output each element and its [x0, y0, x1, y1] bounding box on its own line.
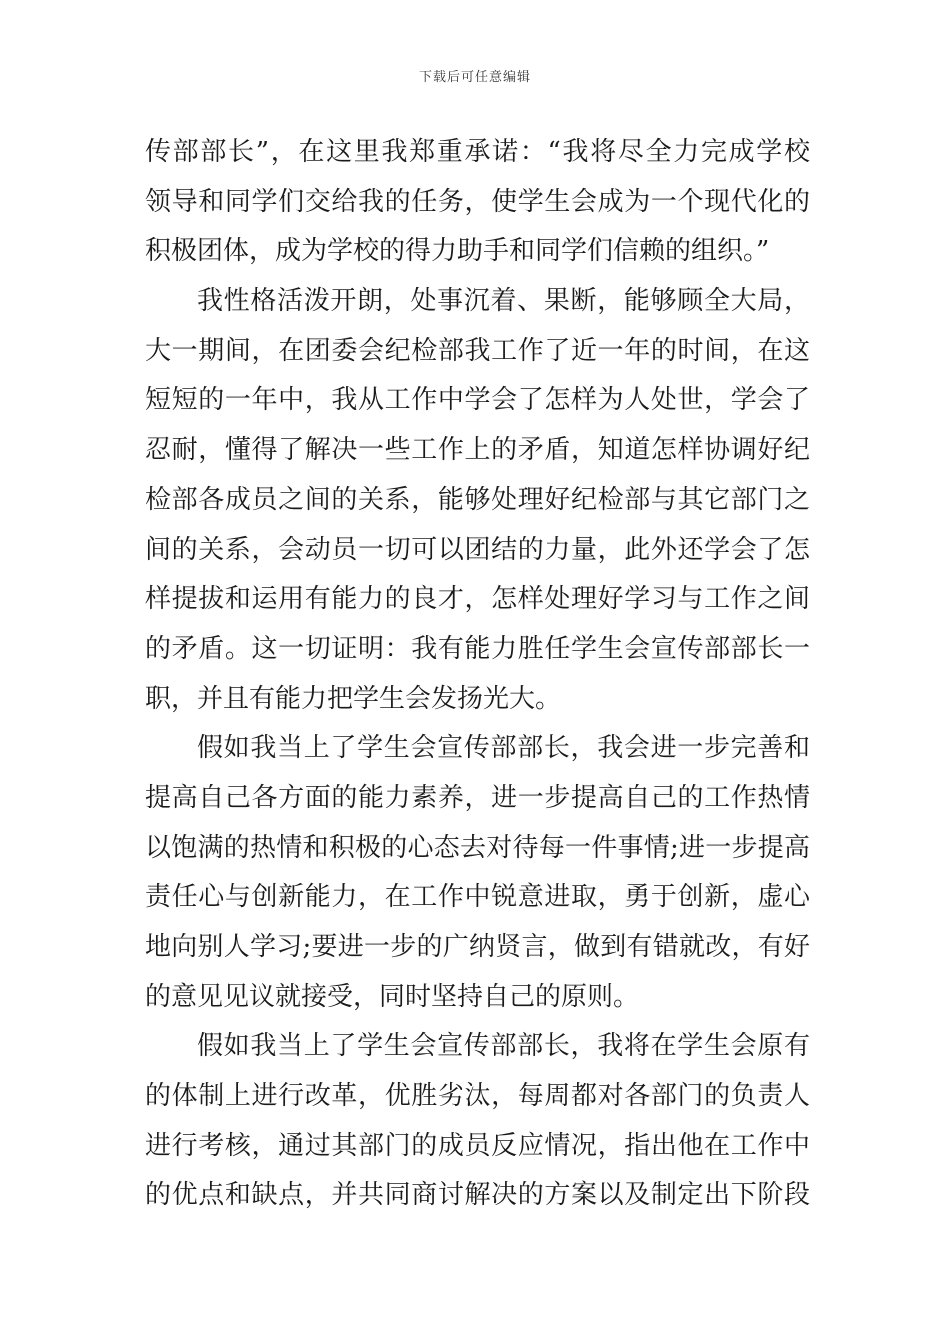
- text-line: 我性格活泼开朗，处事沉着、果断，能够顾全大局，: [197, 286, 810, 317]
- text-line: 的优点和缺点，并共同商讨解决的方案以及制定出下阶段: [145, 1180, 810, 1211]
- text-line: 职，并且有能力把学生会发扬光大。: [145, 683, 562, 714]
- paragraph: [145, 128, 810, 277]
- paragraph: [145, 1022, 810, 1221]
- text-line: 领导和同学们交给我的任务，使学生会成为一个现代化的: [145, 186, 810, 217]
- text-line: 的体制上进行改革，优胜劣汰，每周都对各部门的负责人: [145, 1081, 810, 1112]
- text-line: 假如我当上了学生会宣传部部长，我将在学生会原有: [197, 1031, 810, 1062]
- text-line: 忍耐，懂得了解决一些工作上的矛盾，知道怎样协调好纪: [145, 435, 810, 466]
- text-line: 检部各成员之间的关系，能够处理好纪检部与其它部门之: [145, 484, 810, 515]
- page-header: 下载后可任意编辑: [418, 70, 531, 85]
- text-line: 短短的一年中，我从工作中学会了怎样为人处世，学会了: [145, 385, 810, 416]
- text-line: 样提拔和运用有能力的良才，怎样处理好学习与工作之间: [145, 584, 810, 615]
- text-line: 大一期间，在团委会纪检部我工作了近一年的时间，在这: [145, 335, 810, 366]
- paragraph: [145, 724, 810, 1022]
- text-line: 间的关系，会动员一切可以团结的力量，此外还学会了怎: [145, 534, 810, 565]
- text-line: 传部部长”，在这里我郑重承诺：“我将尽全力完成学校: [145, 137, 810, 167]
- text-line: 的意见见议就接受，同时坚持自己的原则。: [145, 981, 640, 1012]
- text-line: 以饱满的热情和积极的心态去对待每一件事情;进一步提高: [145, 832, 810, 863]
- text-line: 提高自己各方面的能力素养，进一步提高自己的工作热情: [145, 782, 810, 813]
- text-line: 地向别人学习;要进一步的广纳贤言，做到有错就改，有好: [145, 932, 810, 962]
- text-line: 的矛盾。这一切证明：我有能力胜任学生会宣传部部长一: [145, 633, 810, 664]
- document-body: [145, 128, 810, 1221]
- paragraph: [145, 277, 810, 724]
- text-line: 假如我当上了学生会宣传部部长，我会进一步完善和: [197, 733, 810, 764]
- text-line: 责任心与创新能力，在工作中锐意进取，勇于创新，虚心: [145, 882, 810, 913]
- text-line: 进行考核，通过其部门的成员反应情况，指出他在工作中: [145, 1130, 810, 1161]
- text-line: 积极团体，成为学校的得力助手和同学们信赖的组织。”: [145, 236, 770, 267]
